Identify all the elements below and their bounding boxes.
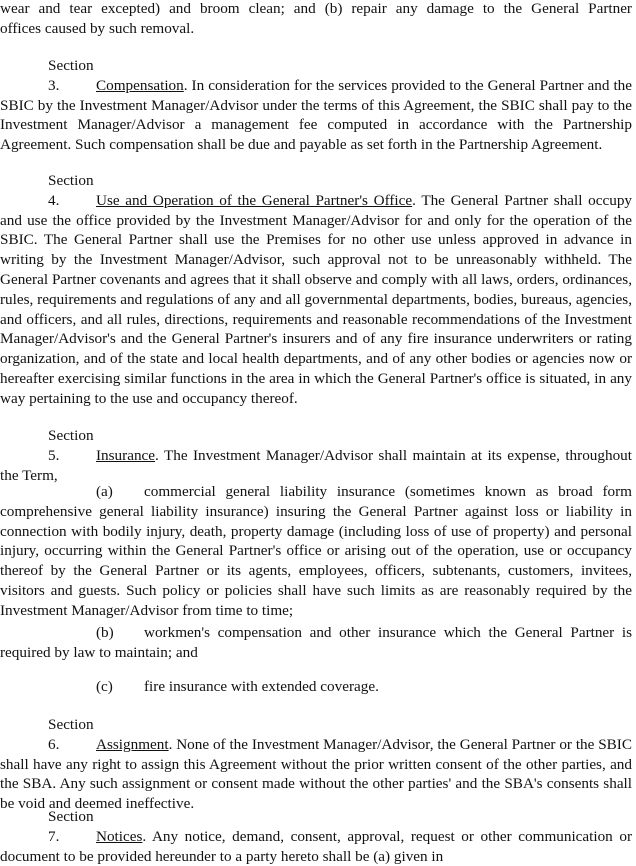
section-3-title: Compensation (96, 76, 184, 94)
section-3-number: Section 3. (48, 57, 94, 94)
section-5-title: Insurance (96, 446, 156, 464)
section-3-text: . In consideration for the services provided to the General Partner and the SBIC by the Investment Manager/Advisor under the terms of this Agreement, the SBIC shall pay to the Investment Manager/Advisor a management fee computed in accordance with the Partnership Agreement. Such compensation shall be due and payable as set forth in the Partnership Agreement. (0, 76, 632, 154)
item-a-label: (a) (96, 483, 113, 500)
section-5-number: Section 5. (48, 427, 94, 464)
section-6-text: . None of the Investment Manager/Advisor, the General Partner or the SBIC shall have any right to assign this Agreement without the prior written consent of the other parties, and the SBA. Any such assignment or consent made without the other parties' and the SBA's consents shall be void and deemed ineffective. (0, 735, 632, 813)
section-3-paragraph (0, 56, 632, 155)
section-5-item-c (0, 677, 632, 697)
section-6-paragraph (0, 715, 632, 814)
section-7-paragraph (0, 807, 632, 866)
intro-line-1: wear and tear excepted) and broom clean; and (b) repair any damage to the General Partner (0, 0, 632, 17)
intro-line-2: offices caused by such removal. (0, 20, 195, 37)
section-4-text: . The General Partner shall occupy and use the office provided by the Investment Manager/Advisor for and only for the operation of the SBIC. The General Partner shall use the Premises for no other use unless approved in advance in writing by the Investment Manager/Advisor, such approval not to be unreasonably withheld. The General Partner covenants and agrees that it shall observe and comply with all laws, orders, ordinances, rules, requirements and regulations of any and all governmental departments, bodies, bureaus, agencies, and officers, and all rules, directions, requirements and reasonable recommendations of the Investment Manager/Advisor's and the General Partner's insurers and of any fire insurance underwriters or rating organization, and of the state and local health departments, and of any other bodies or agencies now or hereafter exercising similar functions in the area in which the General Partner's office is situated, in any way pertaining to the use and occupancy thereof. (0, 191, 633, 407)
section-5-item-b (0, 623, 632, 663)
item-b-text: workmen's compensation and other insurance which the General Partner is required by law to maintain; and (0, 624, 632, 661)
item-c-label: (c) (96, 678, 113, 695)
item-a-text: commercial general liability insurance (sometimes known as broad form comprehensive general liability insurance) insuring the General Partner against loss or liability in connection with bodily injury, death, property damage (including loss of use of property) and personal injury, occurring within the General Partner's office or arising out of the operation, use or occupancy thereof by the General Partner or its agents, employees, officers, subtenants, customers, invitees, visitors and guests. Such policy or policies shall have such limits as are reasonably required by the Investment Manager/Advisor from time to time; (0, 483, 632, 619)
section-7-title: Notices (96, 827, 143, 845)
section-5-text: . The Investment Manager/Advisor shall maintain at its expense, throughout the Term, (0, 446, 632, 484)
section-7-text: . Any notice, demand, consent, approval, request or other communication or document to be provided hereunder to a party hereto shall be (a) given in (0, 827, 632, 865)
section-4-number: Section 4. (48, 172, 94, 209)
section-4-title: Use and Operation of the General Partner's Office (96, 191, 413, 209)
section-7-number: Section 7. (48, 808, 94, 845)
section-6-title: Assignment (96, 735, 169, 753)
section-5-item-a (0, 482, 632, 621)
item-c-text: fire insurance with extended coverage. (144, 678, 379, 695)
section-6-number: Section 6. (48, 716, 94, 753)
section-4-paragraph (0, 171, 632, 409)
section-5-paragraph (0, 426, 632, 485)
item-b-label: (b) (96, 624, 114, 641)
